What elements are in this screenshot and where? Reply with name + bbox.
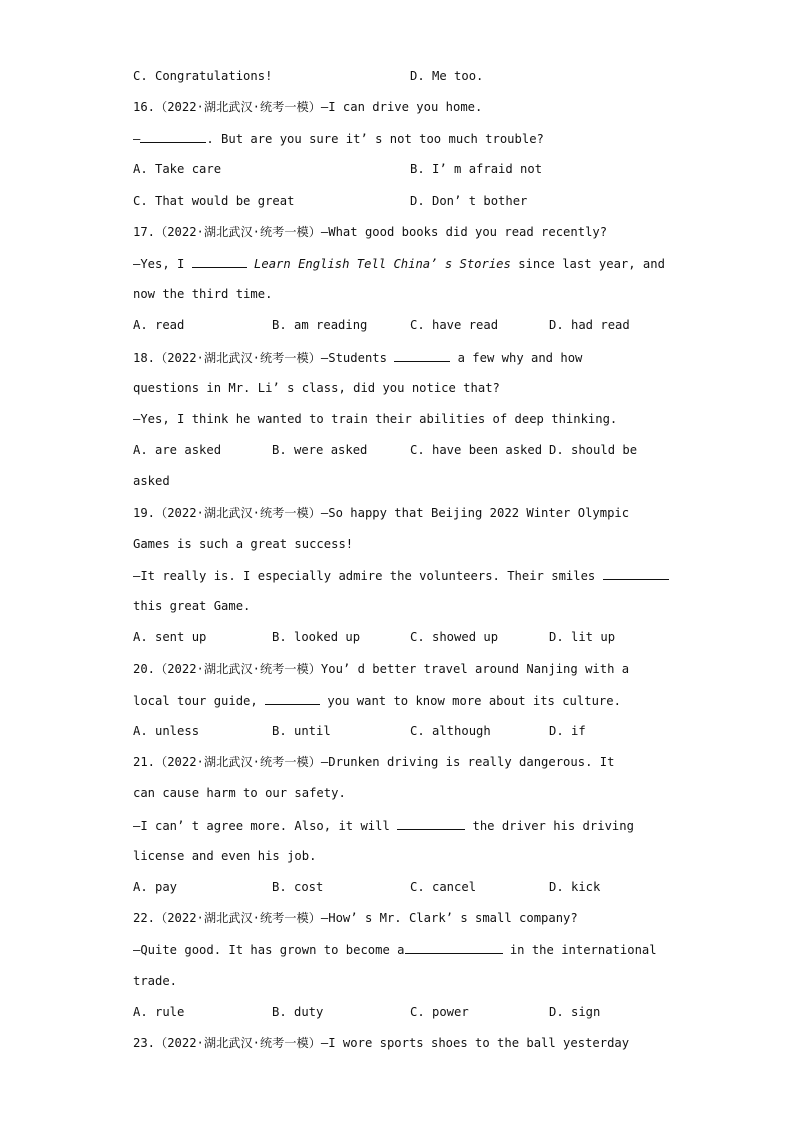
option-d: D. kick: [549, 880, 601, 894]
option-a: A. Take care: [133, 162, 222, 176]
option-c: C. cancel: [410, 880, 477, 894]
question-20-continuation: local tour guide, you want to know more about its culture.: [133, 694, 621, 708]
option-b: B. I’ m afraid not: [410, 162, 543, 176]
option-d: D. Me too.: [410, 69, 484, 83]
answer-blank: [405, 941, 503, 954]
option-d: D. lit up: [549, 630, 616, 644]
answer-blank: [603, 567, 669, 580]
option-c: C. although: [410, 724, 491, 738]
question-17-stem: 17.（2022·湖北武汉·统考一模）—What good books did you read recently?: [133, 225, 608, 239]
question-text: —I can drive you home.: [320, 100, 483, 114]
answer-blank: [394, 349, 450, 362]
question-source: 18.（2022·湖北武汉·统考一模）: [133, 351, 321, 365]
option-a: A. sent up: [133, 630, 207, 644]
question-17-continuation: now the third time.: [133, 287, 273, 301]
question-21-reply: —I can’ t agree more. Also, it will the driver his driving: [133, 819, 634, 833]
option-d: D. sign: [549, 1005, 601, 1019]
question-22-stem: 22.（2022·湖北武汉·统考一模）—How’ s Mr. Clark’ s small company?: [133, 911, 578, 925]
option-b: B. until: [272, 724, 331, 738]
question-21-stem: 21.（2022·湖北武汉·统考一模）—Drunken driving is really dangerous. It: [133, 755, 615, 769]
question-22-reply: —Quite good. It has grown to become a in the international: [133, 943, 657, 957]
question-21-continuation: can cause harm to our safety.: [133, 786, 346, 800]
question-source: 22.（2022·湖北武汉·统考一模）: [133, 911, 321, 925]
question-20-stem: 20.（2022·湖北武汉·统考一模）You’ d better travel around Nanjing with a: [133, 662, 630, 676]
option-c: C. power: [410, 1005, 469, 1019]
option-a: A. unless: [133, 724, 200, 738]
option-d: D. should be: [549, 443, 638, 457]
question-17-reply: —Yes, I Learn English Tell China’ s Stories since last year, and: [133, 257, 665, 271]
option-d: D. had read: [549, 318, 630, 332]
question-18-reply: —Yes, I think he wanted to train their abilities of deep thinking.: [133, 412, 618, 426]
option-a: A. are asked: [133, 443, 222, 457]
option-b: B. looked up: [272, 630, 361, 644]
option-b: B. were asked: [272, 443, 368, 457]
question-source: 20.（2022·湖北武汉·统考一模）: [133, 662, 321, 676]
option-c: C. That would be great: [133, 194, 295, 208]
question-source: 17.（2022·湖北武汉·统考一模）: [133, 225, 321, 239]
option-d: D. if: [549, 724, 586, 738]
option-a: A. pay: [133, 880, 178, 894]
question-source: 21.（2022·湖北武汉·统考一模）: [133, 755, 321, 769]
question-19-reply-continuation: this great Game.: [133, 599, 251, 613]
question-19-stem: 19.（2022·湖北武汉·统考一模）—So happy that Beijing 2022 Winter Olympic: [133, 506, 630, 520]
option-b: B. am reading: [272, 318, 368, 332]
option-c: C. have been asked: [410, 443, 543, 457]
answer-blank: [192, 255, 247, 268]
option-c: C. have read: [410, 318, 499, 332]
book-title: Learn English Tell China’ s Stories: [254, 257, 511, 271]
question-19-continuation: Games is such a great success!: [133, 537, 354, 551]
option-c: C. Congratulations!: [133, 69, 273, 83]
question-16-reply: — . But are you sure it’ s not too much trouble?: [133, 132, 544, 146]
answer-blank: [397, 817, 465, 830]
option-b: B. cost: [272, 880, 324, 894]
question-source: 16.（2022·湖北武汉·统考一模）: [133, 100, 321, 114]
option-c: C. showed up: [410, 630, 499, 644]
question-source: 19.（2022·湖北武汉·统考一模）: [133, 506, 321, 520]
question-18-continuation: questions in Mr. Li’ s class, did you notice that?: [133, 381, 500, 395]
question-23-stem: 23.（2022·湖北武汉·统考一模）—I wore sports shoes to the ball yesterday: [133, 1036, 630, 1050]
answer-blank: [140, 130, 206, 143]
option-a: A. rule: [133, 1005, 185, 1019]
option-d-wrap: asked: [133, 474, 170, 488]
option-a: A. read: [133, 318, 185, 332]
question-source: 23.（2022·湖北武汉·统考一模）: [133, 1036, 321, 1050]
question-19-reply: —It really is. I especially admire the volunteers. Their smiles: [133, 567, 669, 583]
option-b: B. duty: [272, 1005, 324, 1019]
question-18-stem: 18.（2022·湖北武汉·统考一模）—Students a few why and how: [133, 351, 583, 365]
answer-blank: [265, 692, 320, 705]
question-21-reply-continuation: license and even his job.: [133, 849, 317, 863]
question-22-reply-continuation: trade.: [133, 974, 178, 988]
option-d: D. Don’ t bother: [410, 194, 528, 208]
question-16-stem: [133, 99, 482, 115]
